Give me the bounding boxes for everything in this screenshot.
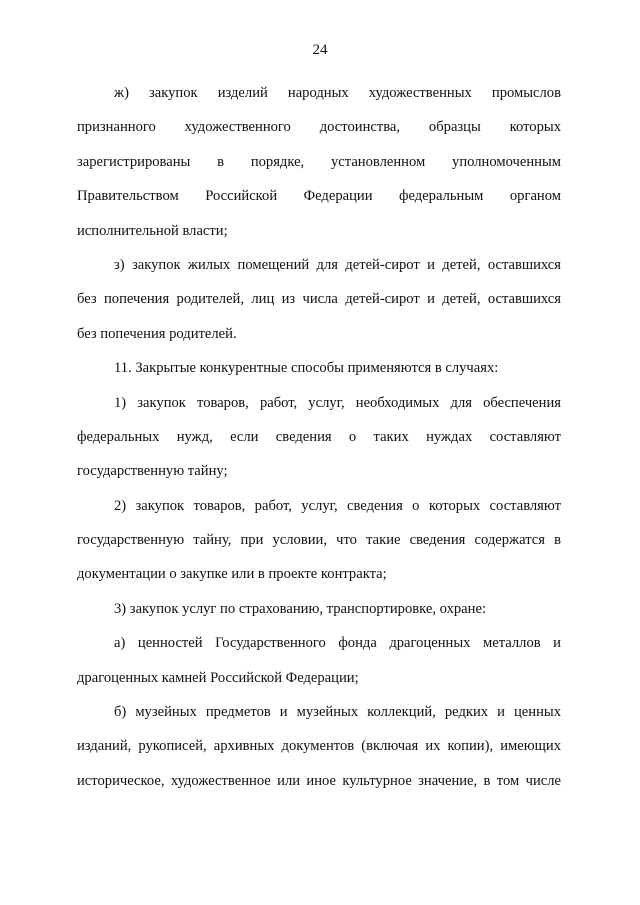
text-line: 2) закупок товаров, работ, услуг, сведения о которых составляют	[114, 497, 561, 514]
text-line: без попечения родителей, лиц из числа детей-сирот и детей, оставшихся	[77, 291, 561, 308]
text-line: признанного художественного достоинства, образцы которых	[77, 119, 561, 136]
text-line: без попечения родителей.	[77, 325, 237, 342]
text-line: Правительством Российской Федерации федеральным органом	[77, 188, 561, 205]
text-line: а) ценностей Государственного фонда драгоценных металлов и	[114, 635, 561, 652]
text-line: зарегистрированы в порядке, установленном уполномоченным	[77, 153, 561, 170]
text-line: драгоценных камней Российской Федерации;	[77, 669, 359, 686]
page-number: 24	[312, 42, 328, 58]
text-line: государственную тайну, при условии, что такие сведения содержатся в	[77, 532, 561, 549]
text-line: б) музейных предметов и музейных коллекций, редких и ценных	[114, 704, 561, 721]
text-line: документации о закупке или в проекте контракта;	[77, 566, 387, 583]
text-line: 3) закупок услуг по страхованию, транспортировке, охране:	[114, 600, 487, 617]
text-line: изданий, рукописей, архивных документов (включая их копии), имеющих	[77, 738, 561, 755]
text-line: з) закупок жилых помещений для детей-сирот и детей, оставшихся	[114, 256, 561, 273]
text-line: историческое, художественное или иное культурное значение, в том числе	[77, 772, 561, 789]
text-line: исполнительной власти;	[77, 222, 228, 239]
document-body	[77, 76, 561, 798]
text-line: 11. Закрытые конкурентные способы применяются в случаях:	[114, 360, 499, 377]
text-line: ж) закупок изделий народных художественных промыслов	[114, 85, 561, 101]
text-line: федеральных нужд, если сведения о таких нуждах составляют	[77, 428, 561, 445]
text-line: государственную тайну;	[77, 463, 228, 480]
text-line: 1) закупок товаров, работ, услуг, необходимых для обеспечения	[114, 394, 561, 411]
